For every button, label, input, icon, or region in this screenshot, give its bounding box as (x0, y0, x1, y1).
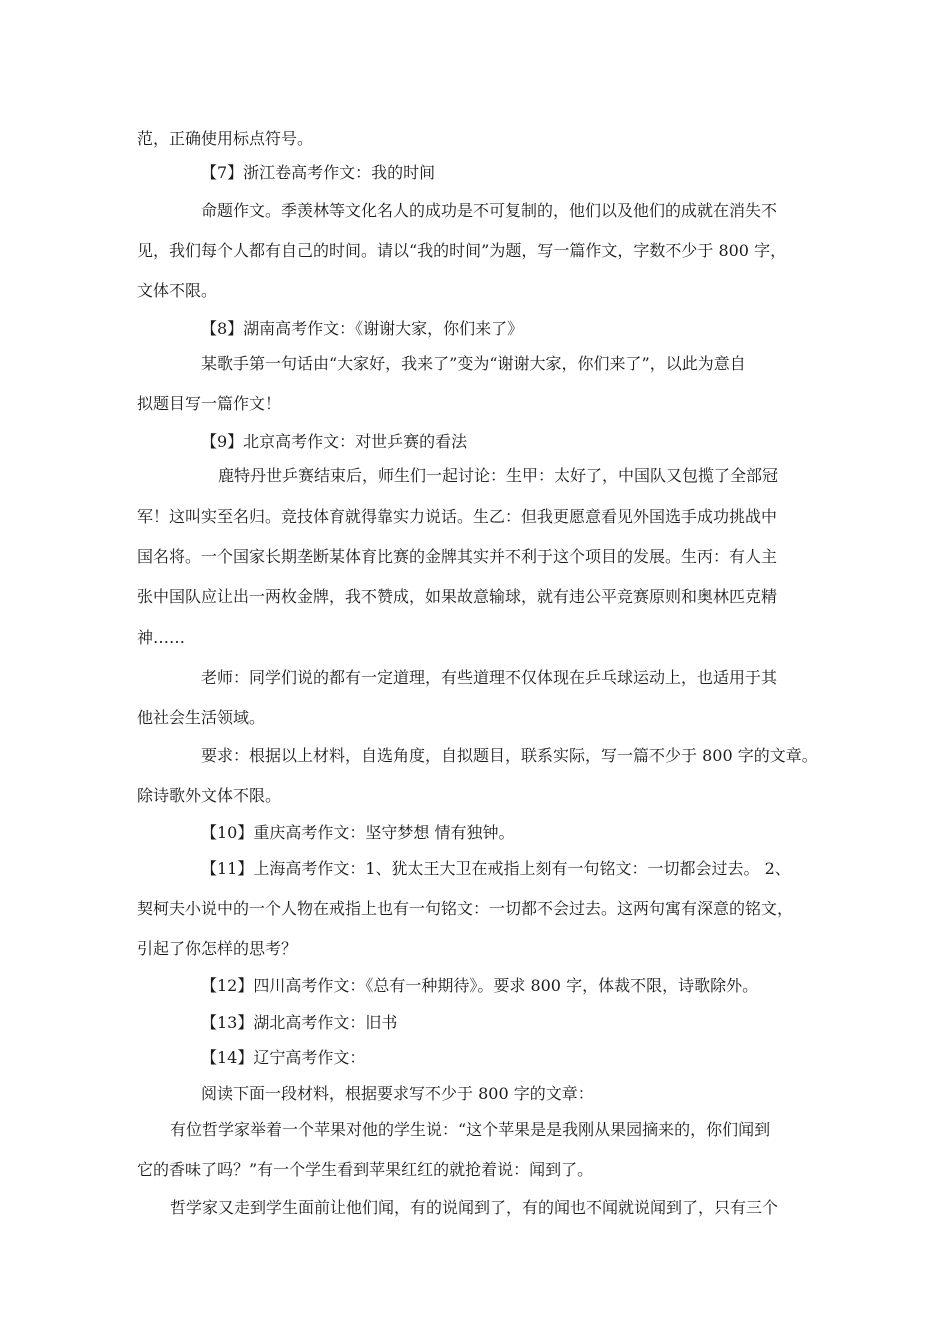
text-line: 文体不限。 (137, 281, 218, 300)
text-line: 某歌手第一句话由“大家好，我来了”变为“谢谢大家，你们来了”，以此为意自 (201, 354, 746, 373)
text-line: 要求：根据以上材料，自选角度，自拟题目，联系实际，写一篇不少于 800 字的文章。 (201, 746, 818, 765)
heading-shanghai: 【11】上海高考作文：1、犹太王大卫在戒指上刻有一句铭文：一切都会过去。 2、 (201, 859, 791, 878)
text-line: 张中国队应让出一两枚金牌，我不赞成，如果故意输球，就有违公平竞赛原则和奥林匹克精 (137, 587, 778, 606)
heading-hunan: 【8】湖南高考作文：《谢谢大家，你们来了》 (201, 319, 524, 338)
text-line: 神…… (137, 628, 186, 647)
text-line: 老师：同学们说的都有一定道理，有些道理不仅体现在乒乓球运动上，也适用于其 (201, 668, 778, 687)
text-line: 有位哲学家举着一个苹果对他的学生说：“这个苹果是是我刚从果园摘来的，你们闻到 (170, 1120, 771, 1139)
heading-zhejiang: 【7】浙江卷高考作文：我的时间 (201, 163, 436, 182)
text-line: 国名将。一个国家长期垄断某体育比赛的金牌其实并不利于这个项目的发展。生丙：有人主 (137, 547, 778, 566)
text-line: 阅读下面一段材料，根据要求写不少于 800 字的文章： (201, 1084, 594, 1103)
text-line: 他社会生活领域。 (137, 708, 266, 727)
text-line: 除诗歌外文体不限。 (137, 786, 282, 805)
text-line: 它的香味了吗？”有一个学生看到苹果红红的就抢着说：闻到了。 (137, 1160, 594, 1179)
text-line: 范，正确使用标点符号。 (137, 129, 314, 148)
text-line: 哲学家又走到学生面前让他们闻，有的说闻到了，有的闻也不闻就说闻到了，只有三个 (170, 1198, 779, 1217)
heading-hubei: 【13】湖北高考作文：旧书 (201, 1013, 398, 1032)
text-line: 军！这叫实至名归。竞技体育就得靠实力说话。生乙：但我更愿意看见外国选手成功挑战中 (137, 507, 778, 526)
text-line: 契柯夫小说中的一个人物在戒指上也有一句铭文：一切都不会过去。这两句寓有深意的铭文， (137, 899, 794, 918)
heading-beijing: 【9】北京高考作文：对世乒赛的看法 (201, 432, 468, 451)
heading-liaoning: 【14】辽宁高考作文： (201, 1048, 366, 1067)
text-line: 见，我们每个人都有自己的时间。请以“我的时间”为题，写一篇作文，字数不少于 800 字， (137, 241, 787, 260)
text-line: 命题作文。季羡林等文化名人的成功是不可复制的，他们以及他们的成就在消失不 (201, 201, 778, 220)
heading-chongqing: 【10】重庆高考作文：坚守梦想 情有独钟。 (201, 823, 515, 842)
text-line: 鹿特丹世乒赛结束后，师生们一起讨论：生甲：太好了，中国队又包揽了全部冠 (218, 466, 779, 485)
text-line: 引起了你怎样的思考？ (137, 939, 298, 958)
heading-sichuan: 【12】四川高考作文：《总有一种期待》。要求 800 字，体裁不限，诗歌除外。 (201, 976, 759, 995)
text-line: 拟题目写一篇作文！ (137, 394, 282, 413)
